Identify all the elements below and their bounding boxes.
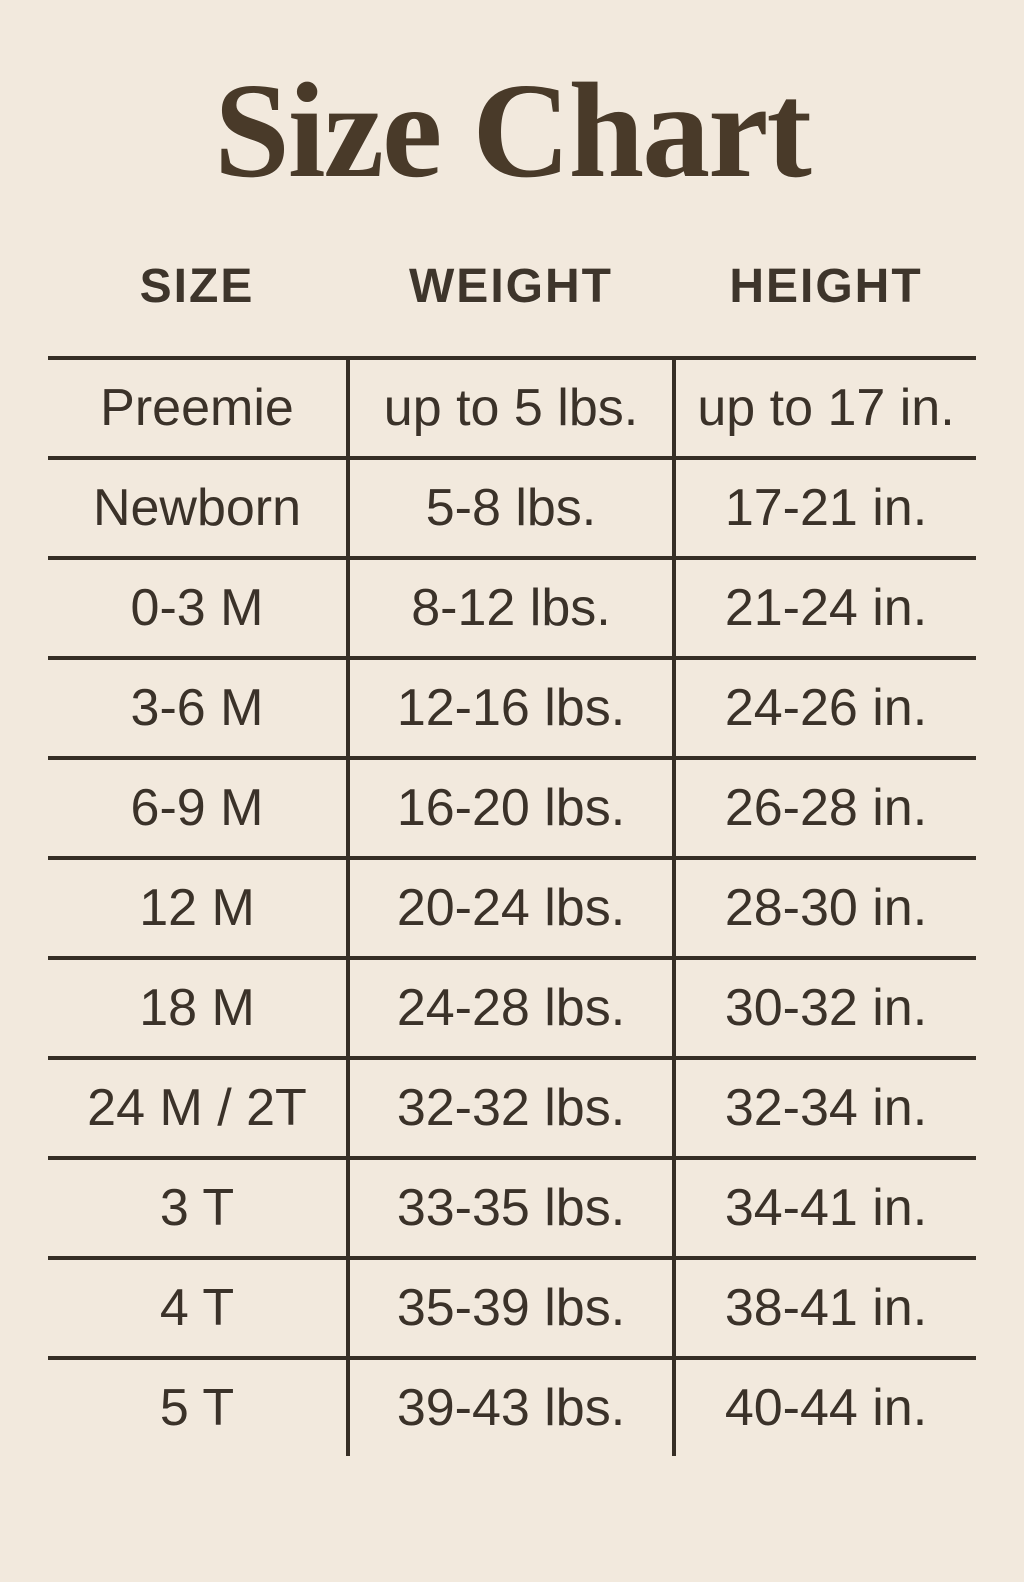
height-cell: 28-30 in. [724, 879, 928, 937]
weight-cell: up to 5 lbs. [346, 360, 676, 456]
table-row [48, 456, 976, 556]
height-cell: up to 17 in. [697, 379, 955, 437]
height-cell: 40-44 in. [724, 1379, 928, 1437]
weight-cell: 32-32 lbs. [346, 1060, 676, 1156]
size-cell: 24 M / 2T [87, 1079, 307, 1137]
size-cell: 12 M [139, 879, 255, 937]
size-chart-table [48, 216, 976, 1456]
size-cell: 5 T [159, 1379, 235, 1437]
table-row [48, 556, 976, 656]
weight-cell: 8-12 lbs. [346, 560, 676, 656]
table-row [48, 1156, 976, 1256]
weight-cell: 35-39 lbs. [346, 1260, 676, 1356]
height-cell: 38-41 in. [724, 1279, 928, 1337]
weight-cell: 5-8 lbs. [346, 460, 676, 556]
size-cell: 6-9 M [130, 779, 264, 837]
table-header-row [48, 216, 976, 356]
table-body [48, 356, 976, 1456]
size-cell: 4 T [159, 1279, 235, 1337]
height-cell: 26-28 in. [724, 779, 928, 837]
table-row [48, 1056, 976, 1156]
page-title: Size Chart [214, 56, 810, 206]
weight-cell: 24-28 lbs. [346, 960, 676, 1056]
height-cell: 32-34 in. [724, 1079, 928, 1137]
table-row [48, 1356, 976, 1456]
table-row [48, 956, 976, 1056]
size-cell: Newborn [92, 479, 302, 537]
table-row [48, 756, 976, 856]
height-cell: 34-41 in. [724, 1179, 928, 1237]
table-row [48, 856, 976, 956]
column-header-size: SIZE [139, 259, 255, 313]
weight-cell: 12-16 lbs. [346, 660, 676, 756]
height-cell: 30-32 in. [724, 979, 928, 1037]
height-cell: 24-26 in. [724, 679, 928, 737]
column-header-weight: WEIGHT [409, 259, 613, 313]
weight-cell: 33-35 lbs. [346, 1160, 676, 1256]
table-row [48, 360, 976, 456]
size-cell: 3 T [159, 1179, 235, 1237]
size-cell: Preemie [100, 379, 294, 437]
height-cell: 21-24 in. [724, 579, 928, 637]
size-chart-page [0, 46, 1024, 1582]
height-cell: 17-21 in. [724, 479, 928, 537]
table-row [48, 656, 976, 756]
weight-cell: 16-20 lbs. [346, 760, 676, 856]
table-row [48, 1256, 976, 1356]
weight-cell: 20-24 lbs. [346, 860, 676, 956]
weight-cell: 39-43 lbs. [346, 1360, 676, 1456]
size-cell: 18 M [139, 979, 255, 1037]
size-cell: 3-6 M [130, 679, 264, 737]
column-header-height: HEIGHT [729, 259, 923, 313]
size-cell: 0-3 M [130, 579, 264, 637]
